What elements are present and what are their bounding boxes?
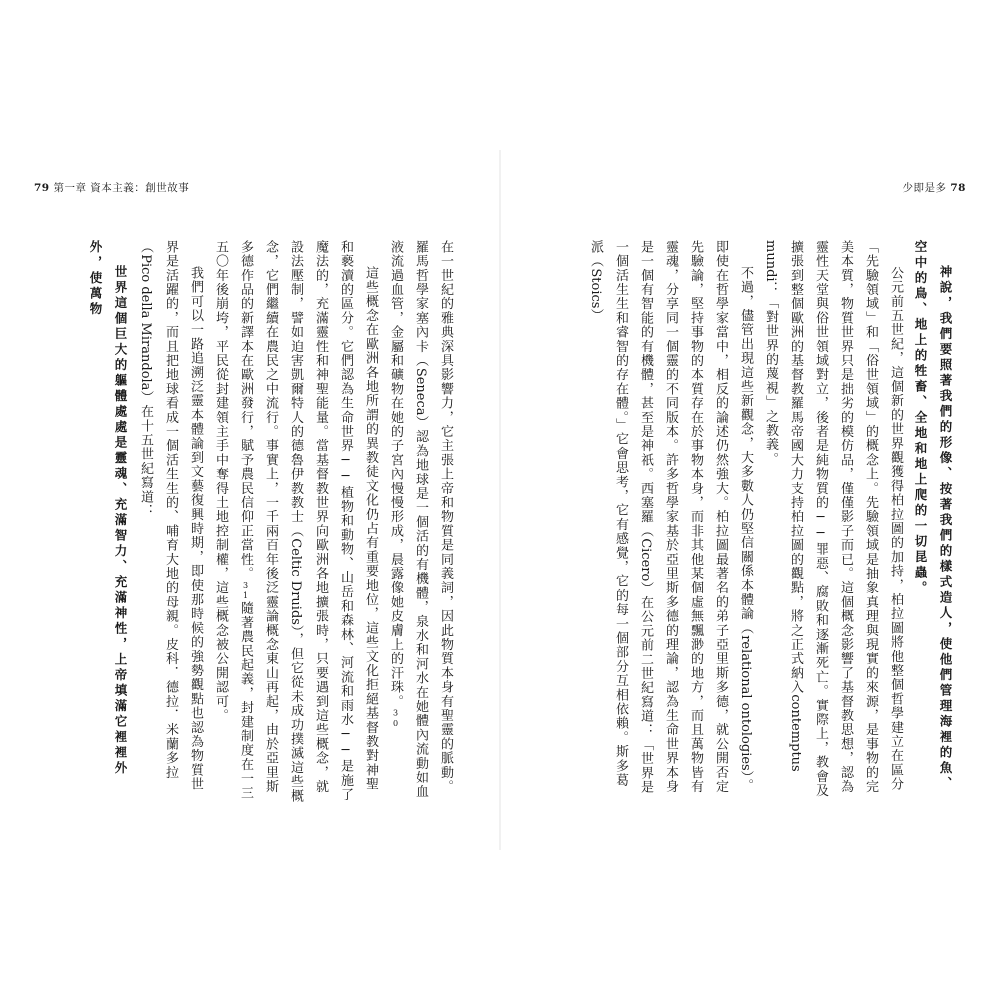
left-block-quote: 世界這個巨大的軀體處處是靈魂、充滿智力、充滿神性，上帝填滿它裡裡外外，使萬物 — [88, 240, 128, 777]
right-paragraph-2: 不過，儘管出現這些新觀念，大多數人仍堅信關係本體論（relational ontologies）。即使在哲學家當中，相反的論述仍然強大。柏拉圖最著名的弟子亞里斯多德，就公開否定先驗論，堅持事物的本質存在於事物本身，而非其他某個虛無飄渺的地方，而且萬物皆有靈魂，分享同一個靈的不同版本。許多哲學家基於亞里斯多德的理論，認為生命世界本身是一個有智能的有機體，甚至是神祇。西塞羅（Cicero）在公元前二世紀寫道：「世界是一個活生生和睿智的存在體。」它會思考，它有感覺，它的每一個部分互相依賴。斯多葛派（Stoics） — [588, 240, 753, 795]
left-running-head — [34, 181, 189, 195]
left-paragraph-2: 這些概念在歐洲各地所謂的異教徒文化仍占有重要地位，這些文化拒絕基督教對神聖和褻瀆的區分。它們認為生命世界──植物和動物、山岳和森林、河流和雨水──是施了魔法的，充滿靈性和神聖能量。當基督教世界向歐洲各地擴張時，只要遇到這些概念，就設法壓制，譬如迫害凱爾特人的德魯伊教教士（Celtic Druids），但它從未成功撲滅這些概念，它們繼續在農民之中流行。事實上，一千兩百年後泛靈論概念東山再起，由於亞里斯多德作品的新譯本在歐洲發行，賦予農民信仰正當性。31隨著農民起義，封建制度在一三五〇年後崩垮，平民從封建領主手中奪得土地控制權，這些概念被公開認可。 — [213, 240, 378, 804]
right-book-title: 少即是多 — [902, 182, 947, 194]
left-paragraph-3: 我們可以一路追溯泛靈本體論到文藝復興時期，即使那時候的強勢觀點也認為物質世界是活躍的，而且把地球看成一個活生生的、哺育大地的母親。皮科．德拉．米蘭多拉（Pico della Mirandola）在十五世紀寫道： — [138, 240, 203, 792]
right-page-number: 78 — [950, 182, 966, 194]
right-block-quote: 神說，我們要照著我們的形像、按著我們的樣式造人，使他們管理海裡的魚、空中的鳥、地上的牲畜、全地和地上爬的一切昆蟲。 — [913, 240, 953, 792]
left-paragraph-1: 在一世紀的雅典深具影響力，它主張上帝和物質是同義詞，因此物質本身有聖靈的脈動。羅馬哲學家塞內卡（Seneca）認為地球是一個活的有機體，泉水和河水在她體內流動如血液流過血管，金屬和礦物在她的子宮內慢慢形成，晨露像她皮膚上的汗珠。30 — [388, 240, 453, 799]
footnote-ref-31: 31 — [241, 580, 250, 602]
left-chapter-title: 第一章 資本主義：創世故事 — [53, 182, 190, 194]
right-running-head — [903, 181, 966, 195]
right-paragraph-1: 公元前五世紀，這個新的世界觀獲得柏拉圖的加持，柏拉圖將他整個哲學建立在區分「先驗領域」和「俗世領域」的概念上。先驗領域是抽象真理與現實的來源，是事物的完美本質，物質世界只是拙劣的模仿品，僅僅影子而已。這個概念影響了基督教思想，認為靈性天堂與俗世領域對立，後者是純物質的──罪惡、腐敗和逐漸死亡。實際上，教會及擴張到整個歐洲的基督教羅馬帝國大力支持柏拉圖的觀點，將之正式納入contemptus mundi：「對世界的蔑視」之教義。 — [763, 240, 903, 798]
right-page — [500, 0, 1000, 1000]
right-body-text — [583, 240, 958, 800]
left-body-text — [83, 240, 458, 805]
left-page-number: 79 — [34, 182, 50, 194]
footnote-ref-30: 30 — [391, 708, 400, 730]
